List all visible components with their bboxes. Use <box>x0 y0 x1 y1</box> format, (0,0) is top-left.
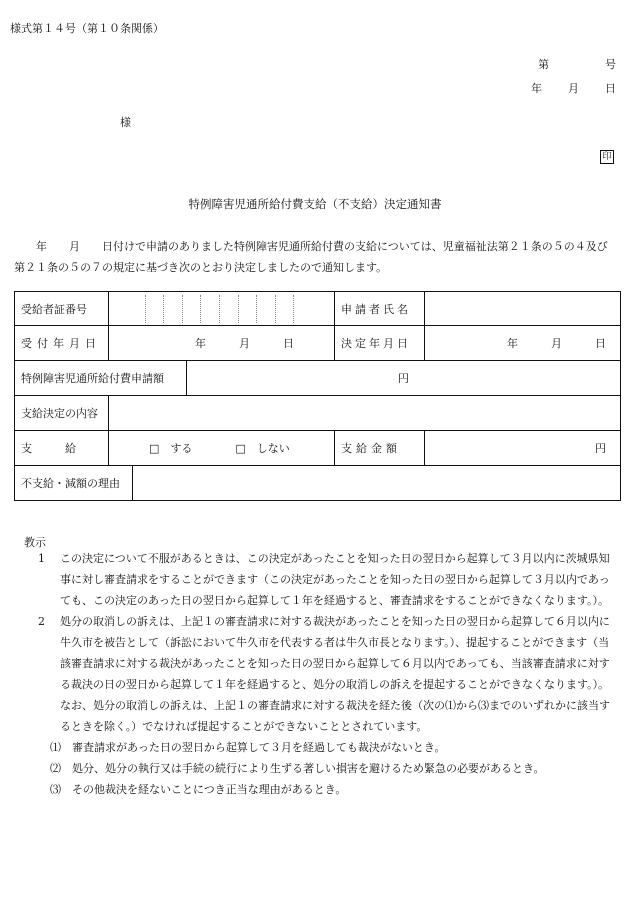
decided-date-field[interactable]: 年 月 日 <box>425 326 621 361</box>
applicant-name-field[interactable] <box>425 292 621 326</box>
notice-item-text: この決定について不服があるときは、この決定があったことを知った日の翌日から起算して３月以内に茨城県知事に対し審査請求をすることができます（この決定があったことを知った日の翌日から起算して３月以内であっても、この決定のあった日の翌日から起算して１年を経過すると、審査請求をすることができなくなります。）。 <box>60 552 610 607</box>
requested-amount-field[interactable]: 円 <box>187 361 621 396</box>
date-day: 日 <box>605 82 616 95</box>
addressee: 様 <box>120 116 131 129</box>
date-year: 年 <box>531 82 542 95</box>
notice-subitem-marker: ⑶ <box>50 783 61 796</box>
date-month: 月 <box>568 82 579 95</box>
decision-content-field[interactable] <box>109 396 621 431</box>
seal-mark: 印 <box>600 150 614 164</box>
applicant-name-label: 申請者氏名 <box>335 292 425 326</box>
notice-subitem <box>14 737 618 758</box>
payment-options <box>109 431 335 466</box>
reason-label: 不支給・減額の理由 <box>15 466 133 501</box>
notice-heading: 教示 <box>24 536 46 549</box>
notice-subitem <box>14 758 618 779</box>
notice-subitem-text: 処分、処分の執行又は手続の続行により生ずる著しい損害を避けるため緊急の必要があるとき。 <box>72 762 545 775</box>
notice-subitem-marker: ⑴ <box>50 741 61 754</box>
decision-content-label: 支給決定の内容 <box>15 396 109 431</box>
cert-number-label: 受給者証番号 <box>15 292 109 326</box>
option-no-checkbox[interactable]: □ しない <box>235 442 290 455</box>
number-suffix: 号 <box>605 58 616 71</box>
payment-amount-field[interactable]: 円 <box>425 431 621 466</box>
received-date-label: 受付年月日 <box>15 326 109 361</box>
notice-list <box>14 548 618 800</box>
decision-table <box>14 291 621 501</box>
payment-amount-label: 支給金額 <box>335 431 425 466</box>
reason-field[interactable] <box>133 466 621 501</box>
number-prefix: 第 <box>538 58 549 71</box>
notice-subitem-marker: ⑵ <box>50 762 61 775</box>
notice-item-text: 処分の取消しの訴えは、上記１の審査請求に対する裁決があったことを知った日の翌日から起算して６月以内に牛久市を被告として（訴訟において牛久市を代表する者は牛久市長となります。）、提起することができます（当該審査請求に対する裁決があったことを知った日の翌日から起算して６月以内であっても、当該審査請求に対する裁決の日の翌日から起算して１年を経過すると、処分の取消しの訴えを提起することができなくなります。）。なお、処分の取消しの訴えは、上記１の審査請求に対する裁決を経た後（次の⑴から⑶までのいずれかに該当するときを除く。）でなければ提起することができないこととされています。 <box>60 615 610 733</box>
body-paragraph: 年 月 日付けで申請のありました特例障害児通所給付費の支給については、児童福祉法第２１条の５の４及び第２１条の５の７の規定に基づき次のとおり決定しましたので通知します。 <box>14 240 608 274</box>
decided-date-label: 決定年月日 <box>335 326 425 361</box>
document-number-line <box>538 56 616 72</box>
requested-amount-label: 特例障害児通所給付費申請額 <box>15 361 187 396</box>
notice-item <box>14 548 618 611</box>
option-yes-checkbox[interactable]: □ する <box>149 442 193 455</box>
received-date-field[interactable]: 年 月 日 <box>109 326 335 361</box>
notice-item-marker: 2 <box>38 615 45 628</box>
notice-subitem <box>14 779 618 800</box>
notice-subitem-text: 審査請求があった日の翌日から起算して３月を経過しても裁決がないとき。 <box>72 741 446 754</box>
form-label: 様式第１４号（第１０条関係） <box>10 22 164 35</box>
payment-label: 支 給 <box>15 431 109 466</box>
notice-item-marker: 1 <box>38 552 45 565</box>
document-title: 特例障害児通所給付費支給（不支給）決定通知書 <box>188 197 442 211</box>
notice-item <box>14 611 618 737</box>
issue-date-line <box>531 80 616 96</box>
notice-subitem-text: その他裁決を経ないことにつき正当な理由があるとき。 <box>72 783 347 796</box>
cert-number-field[interactable] <box>109 292 335 326</box>
